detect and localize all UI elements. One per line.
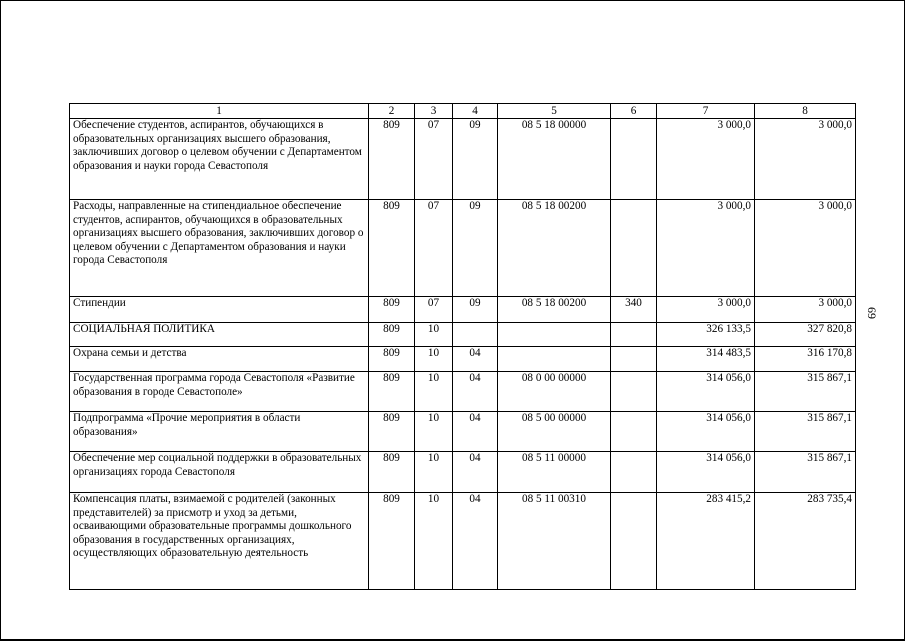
row-section: 10: [415, 452, 453, 493]
row-name: СОЦИАЛЬНАЯ ПОЛИТИКА: [70, 323, 369, 347]
row-section: 10: [415, 323, 453, 347]
row-subsection: 09: [453, 297, 498, 323]
row-amount-year-1: 314 056,0: [657, 412, 755, 452]
row-subsection: 09: [453, 200, 498, 297]
row-section: 10: [415, 412, 453, 452]
table-row: [70, 119, 856, 200]
row-name: Компенсация платы, взимаемой с родителей (законных представителей) за присмотр и уход за детьми, осваивающими образовательные программы дошкольного образования в государственных организациях, осуществляющих образовательную деятельность: [70, 493, 369, 590]
row-target-article: 08 5 18 00000: [498, 119, 611, 200]
row-name: Расходы, направленные на стипендиальное обеспечение студентов, аспирантов, обучающихся в образовательных организациях высшего образования, заключивших договор о целевом обучении с Департаментом образования и науки города Севастополя: [70, 200, 369, 297]
row-amount-year-1: 3 000,0: [657, 297, 755, 323]
table-row: [70, 200, 856, 297]
row-subsection: 04: [453, 412, 498, 452]
row-expense-type: [611, 372, 657, 412]
header-cell-2: 2: [369, 104, 415, 119]
row-name: Государственная программа города Севастополя «Развитие образования в городе Севастополе»: [70, 372, 369, 412]
row-expense-type: [611, 412, 657, 452]
row-expense-type: [611, 493, 657, 590]
row-ministry-code: 809: [369, 372, 415, 412]
table-row: [70, 323, 856, 347]
row-amount-year-1: 3 000,0: [657, 119, 755, 200]
row-target-article: 08 5 00 00000: [498, 412, 611, 452]
row-target-article: 08 5 18 00200: [498, 297, 611, 323]
row-section: 10: [415, 493, 453, 590]
row-amount-year-1: 283 415,2: [657, 493, 755, 590]
row-amount-year-1: 326 133,5: [657, 323, 755, 347]
row-ministry-code: 809: [369, 119, 415, 200]
row-expense-type: [611, 200, 657, 297]
row-name: Подпрограмма «Прочие мероприятия в области образования»: [70, 412, 369, 452]
row-target-article: [498, 323, 611, 347]
header-cell-1: 1: [70, 104, 369, 119]
table-row: [70, 493, 856, 590]
row-amount-year-2: 3 000,0: [755, 297, 856, 323]
row-ministry-code: 809: [369, 297, 415, 323]
table-row: [70, 297, 856, 323]
row-amount-year-1: 314 483,5: [657, 347, 755, 372]
row-section: 07: [415, 119, 453, 200]
row-name: Стипендии: [70, 297, 369, 323]
row-ministry-code: 809: [369, 412, 415, 452]
row-section: 10: [415, 347, 453, 372]
row-target-article: 08 0 00 00000: [498, 372, 611, 412]
row-section: 07: [415, 297, 453, 323]
budget-table: [69, 103, 856, 590]
row-ministry-code: 809: [369, 323, 415, 347]
row-amount-year-2: 3 000,0: [755, 119, 856, 200]
header-cell-5: 5: [498, 104, 611, 119]
row-expense-type: [611, 323, 657, 347]
row-ministry-code: 809: [369, 452, 415, 493]
row-amount-year-1: 314 056,0: [657, 452, 755, 493]
row-section: 07: [415, 200, 453, 297]
row-amount-year-2: 315 867,1: [755, 372, 856, 412]
header-cell-4: 4: [453, 104, 498, 119]
row-amount-year-2: 316 170,8: [755, 347, 856, 372]
row-ministry-code: 809: [369, 200, 415, 297]
row-subsection: 04: [453, 452, 498, 493]
table-row: [70, 452, 856, 493]
row-subsection: 04: [453, 347, 498, 372]
row-subsection: 09: [453, 119, 498, 200]
header-row: [70, 104, 856, 119]
row-amount-year-1: 3 000,0: [657, 200, 755, 297]
row-expense-type: 340: [611, 297, 657, 323]
header-cell-7: 7: [657, 104, 755, 119]
row-target-article: 08 5 11 00000: [498, 452, 611, 493]
row-name: Охрана семьи и детства: [70, 347, 369, 372]
row-amount-year-2: 3 000,0: [755, 200, 856, 297]
row-name: Обеспечение студентов, аспирантов, обучающихся в образовательных организациях высшего образования, заключивших договор о целевом обучении с Департаментом образования и науки города Севастополя: [70, 119, 369, 200]
table-row: [70, 347, 856, 372]
row-target-article: [498, 347, 611, 372]
row-subsection: [453, 323, 498, 347]
row-ministry-code: 809: [369, 493, 415, 590]
page-number: 69: [865, 307, 879, 319]
row-expense-type: [611, 119, 657, 200]
header-cell-8: 8: [755, 104, 856, 119]
row-expense-type: [611, 347, 657, 372]
row-amount-year-2: 315 867,1: [755, 412, 856, 452]
row-amount-year-2: 283 735,4: [755, 493, 856, 590]
row-target-article: 08 5 18 00200: [498, 200, 611, 297]
header-cell-3: 3: [415, 104, 453, 119]
row-amount-year-2: 327 820,8: [755, 323, 856, 347]
row-target-article: 08 5 11 00310: [498, 493, 611, 590]
row-section: 10: [415, 372, 453, 412]
row-amount-year-2: 315 867,1: [755, 452, 856, 493]
table-row: [70, 372, 856, 412]
row-subsection: 04: [453, 372, 498, 412]
table-row: [70, 412, 856, 452]
header-cell-6: 6: [611, 104, 657, 119]
row-ministry-code: 809: [369, 347, 415, 372]
row-name: Обеспечение мер социальной поддержки в образовательных организациях города Севастополя: [70, 452, 369, 493]
row-subsection: 04: [453, 493, 498, 590]
row-expense-type: [611, 452, 657, 493]
row-amount-year-1: 314 056,0: [657, 372, 755, 412]
